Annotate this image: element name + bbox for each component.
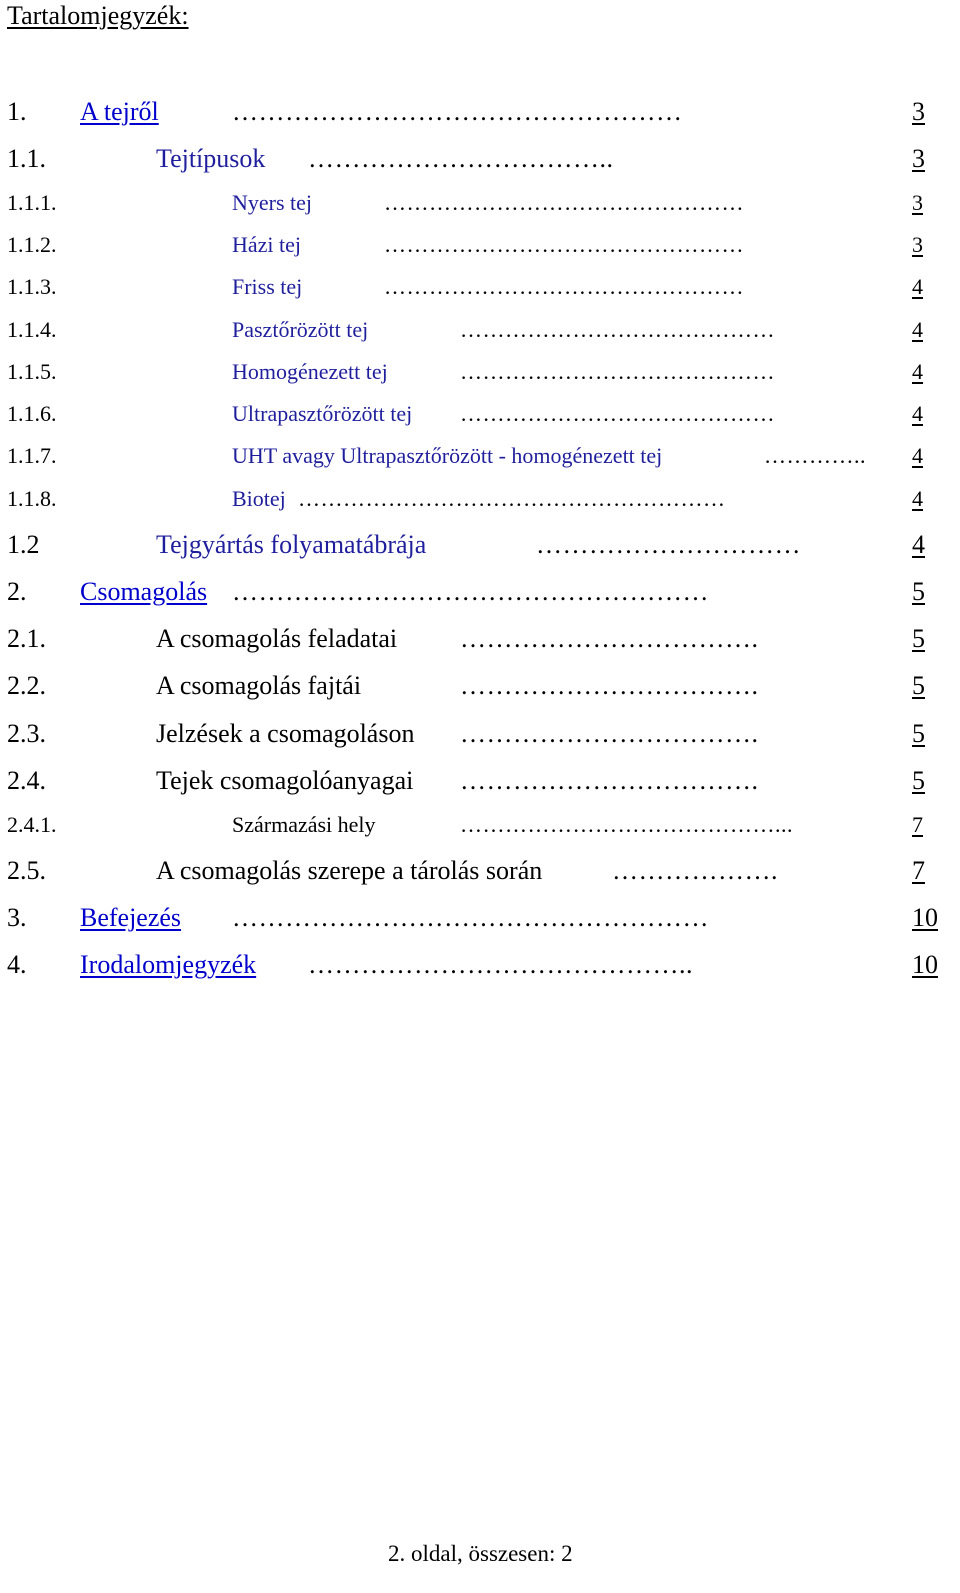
toc-page-number[interactable]: 10 [912,950,938,979]
toc-leader-dots: ………….. [764,443,866,468]
toc-entry-number: 1.1.7. [7,443,57,468]
toc-entry-title[interactable]: Tejtípusok [156,144,266,173]
toc-entry-title[interactable]: Biotej [232,486,286,511]
toc-entry-number: 2.3. [7,719,46,748]
toc-entry-1-1-8[interactable] [0,485,960,515]
toc-page-number[interactable]: 3 [912,232,923,257]
toc-entry-title[interactable]: Származási hely [232,812,376,837]
toc-entry-1-1-1[interactable] [0,189,960,219]
toc-page-number[interactable]: 4 [912,443,923,468]
toc-leader-dots: ……………………………. [460,719,759,748]
toc-heading: Tartalomjegyzék: [7,1,189,30]
toc-page-number[interactable]: 7 [912,856,925,885]
toc-page-number[interactable]: 4 [912,359,923,384]
toc-entry-number: 1.1.4. [7,317,57,342]
toc-page-number[interactable]: 5 [912,624,925,653]
toc-entry-title[interactable]: Tejgyártás folyamatábrája [156,530,427,559]
toc-page-number[interactable]: 10 [912,903,938,932]
toc-page-number[interactable]: 7 [912,812,923,837]
toc-entry-title[interactable]: Tejek csomagolóanyagai [156,766,414,795]
toc-entry-link[interactable]: Irodalomjegyzék [80,950,257,979]
toc-entry-title[interactable]: Házi tej [232,232,302,257]
toc-entry-number: 1. [7,97,27,126]
toc-entry-number: 1.1.6. [7,401,57,426]
toc-leader-dots: ………………………………………… [384,274,744,299]
toc-entry-1-1-7[interactable] [0,442,960,472]
toc-entry-number: 2.5. [7,856,46,885]
toc-page-number[interactable]: 5 [912,719,925,748]
toc-entry-3[interactable] [0,902,960,936]
toc-entry-2-5[interactable] [0,855,960,889]
toc-entry-number: 1.1.3. [7,274,57,299]
toc-leader-dots: ……………………………………………… [232,577,709,606]
toc-entry-2[interactable] [0,576,960,610]
toc-entry-title[interactable]: A csomagolás feladatai [156,624,398,653]
toc-entry-4[interactable] [0,949,960,983]
toc-entry-1-1-2[interactable] [0,231,960,261]
toc-entry-link[interactable]: Befejezés [80,903,182,932]
toc-leader-dots: ………………………………………………… [298,486,726,511]
toc-entry-number: 2. [7,577,27,606]
toc-leader-dots: …………………………………… [460,359,775,384]
toc-entry-title[interactable]: UHT avagy Ultrapasztőrözött - homogénezett tej [232,443,663,468]
toc-page-number[interactable]: 4 [912,486,923,511]
toc-page-number[interactable]: 5 [912,766,925,795]
toc-page-number[interactable]: 4 [912,401,923,426]
toc-page-number[interactable]: 3 [912,97,925,126]
toc-entry-2-4[interactable] [0,765,960,799]
toc-leader-dots: ………………………………………… [384,190,744,215]
toc-page-number[interactable]: 3 [912,144,925,173]
toc-entry-title[interactable]: A csomagolás fajtái [156,671,362,700]
toc-entry-number: 1.1.8. [7,486,57,511]
toc-entry-title[interactable]: Jelzések a csomagoláson [156,719,415,748]
toc-leader-dots: ………………. [612,856,778,885]
toc-leader-dots: ………………………… [536,530,801,559]
toc-entry-title[interactable]: Homogénezett tej [232,359,388,384]
toc-entry-number: 4. [7,950,27,979]
toc-entry-1-2[interactable] [0,529,960,563]
toc-leader-dots: ……………………………. [460,671,759,700]
toc-entry-1-1-6[interactable] [0,400,960,430]
toc-entry-title[interactable]: Friss tej [232,274,303,299]
toc-page-number[interactable]: 4 [912,317,923,342]
toc-entry-1-1[interactable] [0,143,960,177]
toc-leader-dots: …………………………………… [460,317,775,342]
toc-leader-dots: …………………………….. [308,144,614,173]
toc-entry-number: 1.1.5. [7,359,57,384]
toc-entry-2-2[interactable] [0,670,960,704]
toc-entry-1[interactable] [0,96,960,130]
toc-entry-2-3[interactable] [0,718,960,752]
toc-entry-number: 1.1. [7,144,46,173]
toc-entry-2-4-1[interactable] [0,811,960,841]
toc-entry-link[interactable]: A tejről [80,97,159,126]
toc-entry-title[interactable]: Nyers tej [232,190,313,215]
toc-page-number[interactable]: 4 [912,530,925,559]
toc-entry-number: 3. [7,903,27,932]
toc-entry-1-1-4[interactable] [0,316,960,346]
toc-entry-number: 1.1.2. [7,232,57,257]
toc-entry-link[interactable]: Csomagolás [80,577,208,606]
toc-entry-number: 2.4.1. [7,812,57,837]
toc-leader-dots: …………………………………… [460,401,775,426]
toc-page-number[interactable]: 5 [912,671,925,700]
toc-leader-dots: ………………………………………… [384,232,744,257]
toc-entry-1-1-5[interactable] [0,358,960,388]
toc-leader-dots: …………………………………………… [232,97,683,126]
toc-entry-number: 2.4. [7,766,46,795]
toc-entry-number: 2.2. [7,671,46,700]
toc-page-number[interactable]: 4 [912,274,923,299]
toc-entry-2-1[interactable] [0,623,960,657]
toc-leader-dots: ……………………………. [460,624,759,653]
toc-entry-title[interactable]: Pasztőrözött tej [232,317,369,342]
toc-entry-number: 1.2 [7,530,40,559]
toc-entry-number: 2.1. [7,624,46,653]
toc-page-number[interactable]: 3 [912,190,923,215]
toc-entry-title[interactable]: Ultrapasztőrözött tej [232,401,413,426]
toc-entry-number: 1.1.1. [7,190,57,215]
toc-page-number[interactable]: 5 [912,577,925,606]
toc-entry-1-1-3[interactable] [0,273,960,303]
toc-leader-dots: …………………………………….. [308,950,693,979]
toc-leader-dots: ……………………………………... [460,812,793,837]
toc-entry-title[interactable]: A csomagolás szerepe a tárolás során [156,856,543,885]
page-footer: 2. oldal, összesen: 2 [388,1541,573,1566]
toc-leader-dots: ……………………………………………… [232,903,709,932]
toc-leader-dots: ……………………………. [460,766,759,795]
